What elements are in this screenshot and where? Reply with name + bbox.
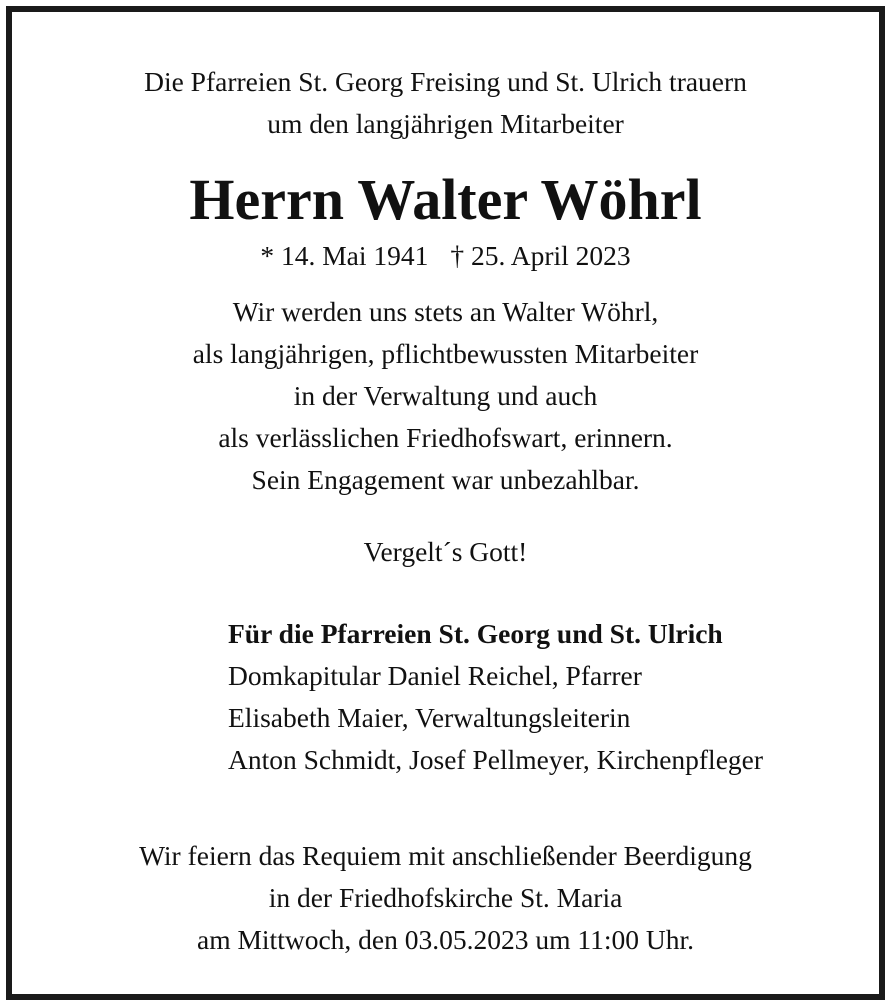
tribute-line-4: als verlässlichen Friedhofswart, erinnern. bbox=[218, 422, 673, 453]
signatory-line-3: Anton Schmidt, Josef Pellmeyer, Kirchenpfleger bbox=[228, 744, 764, 775]
signatory-line-1: Domkapitular Daniel Reichel, Pfarrer bbox=[228, 660, 642, 691]
tribute-line-2: als langjährigen, pflichtbewussten Mitarbeiter bbox=[192, 338, 699, 369]
thanks-line: Vergelt´s Gott! bbox=[363, 536, 528, 567]
tribute-line-3: in der Verwaltung und auch bbox=[293, 380, 598, 411]
tribute-line-5: Sein Engagement war unbezahlbar. bbox=[251, 464, 640, 495]
intro-line-1: Die Pfarreien St. Georg Freising und St. Ulrich trauern bbox=[144, 66, 747, 97]
tribute-line-1: Wir werden uns stets an Walter Wöhrl, bbox=[232, 296, 659, 327]
requiem-line-3: am Mittwoch, den 03.05.2023 um 11:00 Uhr. bbox=[196, 924, 694, 955]
requiem-line-1: Wir feiern das Requiem mit anschließender Beerdigung bbox=[139, 840, 752, 871]
life-dates bbox=[12, 238, 879, 274]
signatories-heading: Für die Pfarreien St. Georg und St. Ulrich bbox=[228, 618, 723, 649]
death-date: † 25. April 2023 bbox=[450, 240, 631, 271]
birth-date: * 14. Mai 1941 bbox=[260, 240, 429, 271]
obituary-content bbox=[12, 12, 879, 994]
obituary-frame bbox=[6, 6, 885, 1000]
intro-line-2: um den langjährigen Mitarbeiter bbox=[267, 108, 624, 139]
signatory-line-2: Elisabeth Maier, Verwaltungsleiterin bbox=[228, 702, 631, 733]
requiem-line-2: in der Friedhofskirche St. Maria bbox=[268, 882, 623, 913]
deceased-name: Herrn Walter Wöhrl bbox=[189, 167, 702, 232]
